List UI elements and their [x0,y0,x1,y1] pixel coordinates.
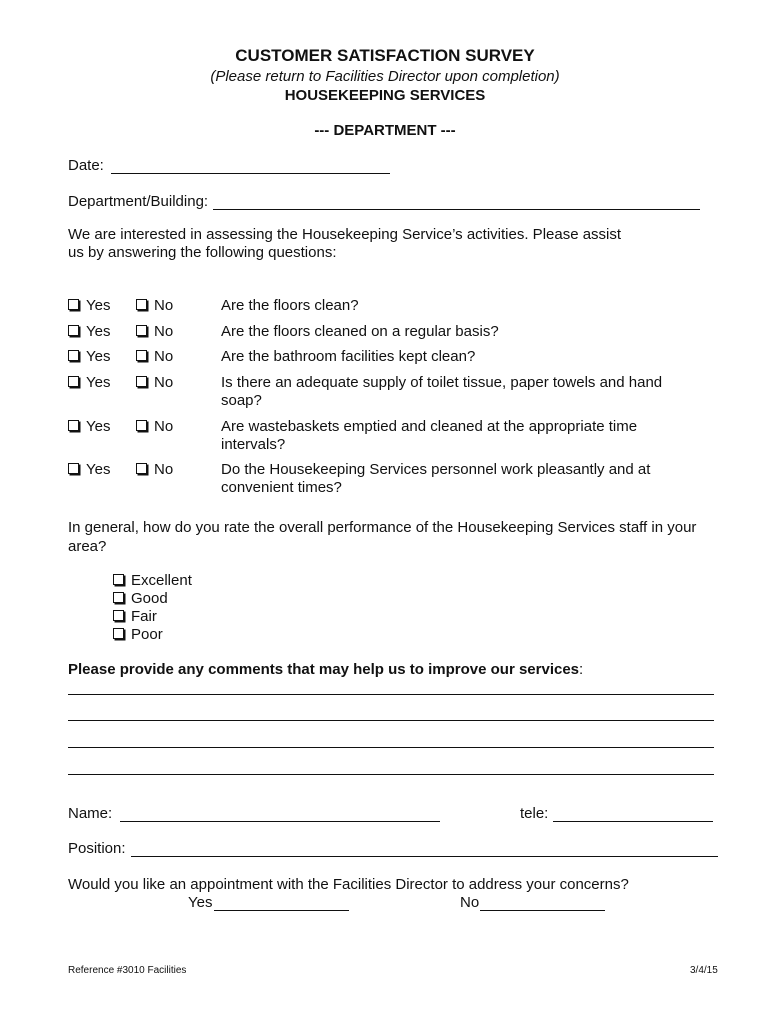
position-label: Position: [68,840,126,857]
appointment-no-field[interactable] [480,910,605,911]
tele-label: tele: [520,805,549,822]
checkbox-icon[interactable] [68,420,79,431]
question-text: Are wastebaskets emptied and cleaned at the appropriate time intervals? [221,418,638,453]
q3-no-option[interactable]: No [136,348,173,365]
checkbox-icon[interactable] [136,420,147,431]
checkbox-icon[interactable] [113,628,124,639]
q6-no-option[interactable]: No [136,461,173,478]
department-field[interactable] [213,209,700,210]
checkbox-icon[interactable] [113,610,124,621]
appointment-no-label: No [460,894,480,911]
q5-yes-option[interactable]: Yes [68,418,110,435]
name-label: Name: [68,805,113,822]
q5-no-option[interactable]: No [136,418,173,435]
intro-text: We are interested in assessing the Housekeeping Service’s activities. Please assist us by answering the following questions: [68,226,622,261]
page-subtitle: (Please return to Facilities Director upon completion) [210,68,560,85]
department-heading: --- DEPARTMENT --- [314,122,456,139]
checkbox-icon[interactable] [136,299,147,310]
department-label: Department/Building: [68,193,209,210]
checkbox-icon[interactable] [68,463,79,474]
checkbox-icon[interactable] [136,463,147,474]
comment-line[interactable] [68,694,714,695]
q4-no-option[interactable]: No [136,374,173,391]
date-field[interactable] [111,173,390,174]
q2-no-option[interactable]: No [136,323,173,340]
checkbox-icon[interactable] [136,325,147,336]
checkbox-icon[interactable] [68,350,79,361]
name-field[interactable] [120,821,440,822]
footer-date: 3/4/15 [690,965,718,976]
rating-question: In general, how do you rate the overall performance of the Housekeeping Services staff in your area? [68,519,697,555]
checkbox-icon[interactable] [136,350,147,361]
checkbox-icon[interactable] [113,574,124,585]
appointment-yes-field[interactable] [214,910,349,911]
rating-option-excellent[interactable]: Excellent [113,572,192,589]
checkbox-icon[interactable] [68,376,79,387]
rating-option-fair[interactable]: Fair [113,608,157,625]
rating-option-poor[interactable]: Poor [113,626,163,643]
question-text: Are the bathroom facilities kept clean? [221,348,476,365]
appointment-yes-label: Yes [188,894,213,911]
appointment-question: Would you like an appointment with the Facilities Director to address your concerns? [68,876,629,893]
question-text: Do the Housekeeping Services personnel work pleasantly and at convenient times? [221,461,651,496]
position-field[interactable] [131,856,718,857]
tele-field[interactable] [553,821,713,822]
q1-no-option[interactable]: No [136,297,173,314]
date-label: Date: [68,157,104,174]
comment-line[interactable] [68,747,714,748]
q6-yes-option[interactable]: Yes [68,461,110,478]
page-title: CUSTOMER SATISFACTION SURVEY [235,46,535,65]
rating-option-good[interactable]: Good [113,590,168,607]
q3-yes-option[interactable]: Yes [68,348,110,365]
q1-yes-option[interactable]: Yes [68,297,110,314]
checkbox-icon[interactable] [113,592,124,603]
comment-line[interactable] [68,720,714,721]
checkbox-icon[interactable] [68,325,79,336]
checkbox-icon[interactable] [68,299,79,310]
comment-line[interactable] [68,774,714,775]
service-heading: HOUSEKEEPING SERVICES [284,87,486,104]
checkbox-icon[interactable] [136,376,147,387]
footer-reference: Reference #3010 Facilities [68,965,187,976]
q2-yes-option[interactable]: Yes [68,323,110,340]
question-text: Is there an adequate supply of toilet tissue, paper towels and hand soap? [221,374,663,409]
question-text: Are the floors clean? [221,297,359,314]
question-text: Are the floors cleaned on a regular basis? [221,323,499,340]
comments-label: Please provide any comments that may help us to improve our services: [68,661,584,678]
q4-yes-option[interactable]: Yes [68,374,110,391]
